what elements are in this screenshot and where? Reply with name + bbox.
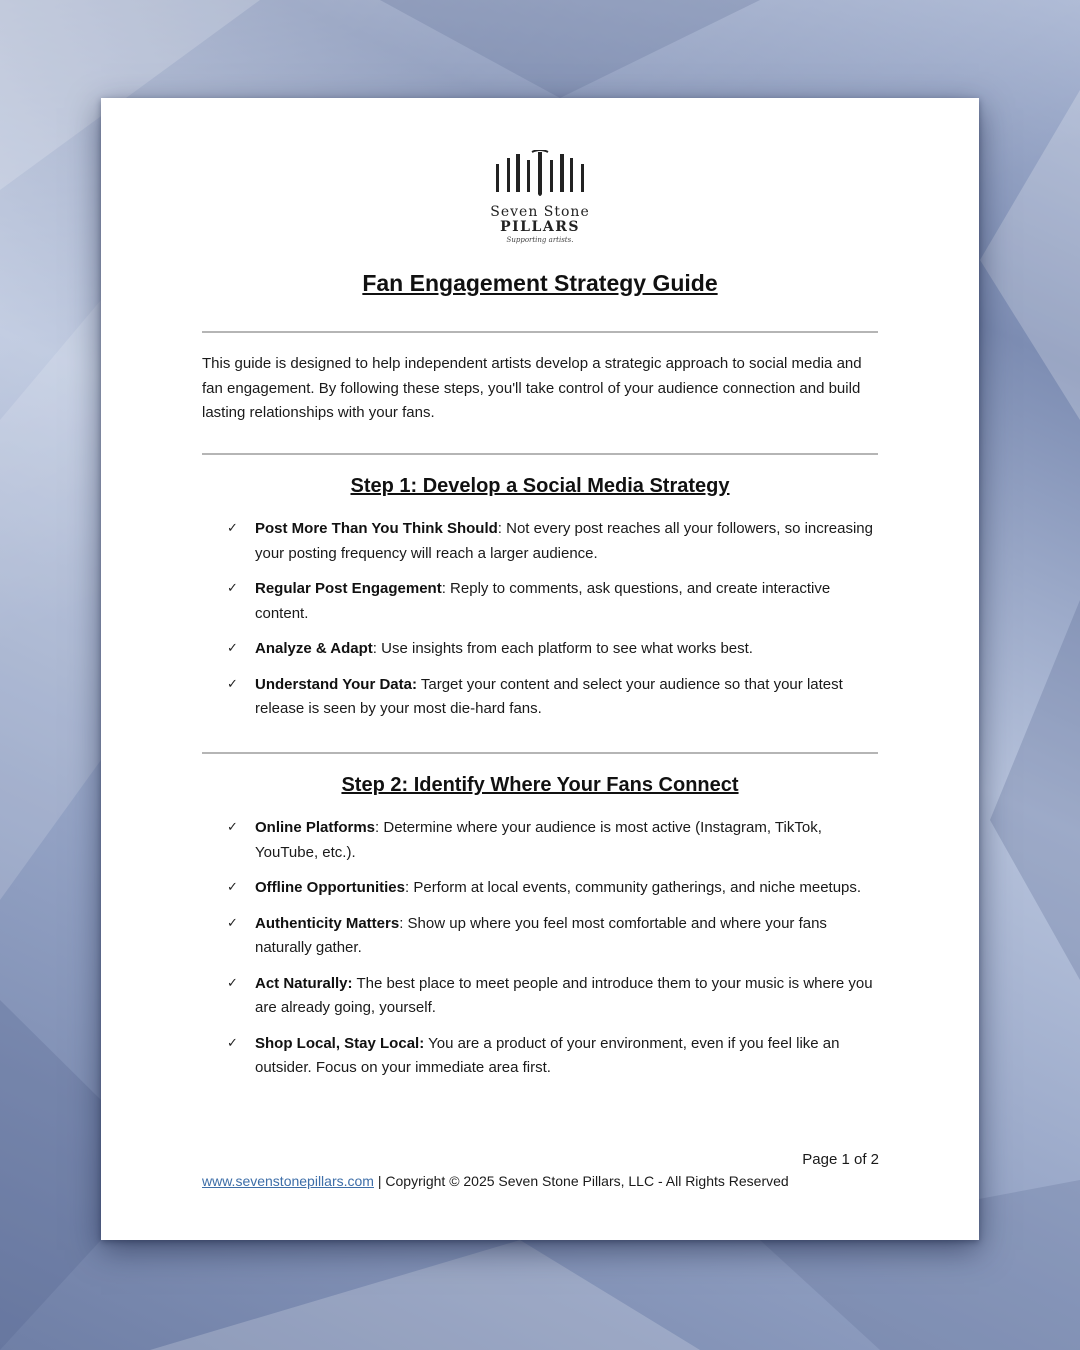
- divider: [202, 331, 878, 333]
- list-item: [227, 1032, 877, 1081]
- item-label: Act Naturally:: [255, 974, 353, 992]
- divider: [202, 453, 878, 455]
- list-item: [227, 972, 877, 1021]
- list-item: ✓ Regular Post Engagement: Reply to comments, ask questions, and create interactive content.: [227, 577, 877, 626]
- checkmark-icon: ✓: [227, 975, 238, 991]
- item-label: Regular Post Engagement: [255, 580, 442, 597]
- document-page: [101, 98, 979, 1240]
- list-item: ✓ Post More Than You Think Should: Not every post reaches all your followers, so increasing your posting frequency will reach a larger audience.: [227, 517, 877, 566]
- logo-line-1: Seven Stone: [490, 204, 590, 220]
- checkmark-icon: ✓: [227, 641, 238, 656]
- document-title: Fan Engagement Strategy Guide: [362, 270, 718, 296]
- pillars-logo-icon: [492, 150, 588, 200]
- checkmark-icon: ✓: [227, 676, 238, 692]
- step-2-title: Step 2: Identify Where Your Fans Connect: [341, 774, 739, 796]
- item-label: Analyze & Adapt: [255, 640, 373, 657]
- list-item: ✓ Analyze & Adapt: Use insights from each platform to see what works best.: [227, 637, 877, 662]
- item-text: Perform at local events, community gatherings, and niche meetups.: [413, 879, 862, 896]
- item-label: Online Platforms: [255, 819, 376, 836]
- checkmark-icon: ✓: [227, 521, 238, 536]
- page-number: Page 1 of 2: [802, 1151, 879, 1168]
- checkmark-icon: ✓: [227, 915, 238, 931]
- checkmark-icon: ✓: [227, 880, 238, 895]
- list-item: [227, 673, 877, 722]
- divider: [202, 752, 878, 754]
- list-item: ✓ Offline Opportunities: Perform at local events, community gatherings, and niche meetups.: [227, 876, 877, 901]
- footer: [202, 1173, 789, 1189]
- list-item: ✓ Online Platforms: Determine where your audience is most active (Instagram, TikTok, YouTube, etc.).: [227, 816, 877, 865]
- step-1-list: [227, 517, 877, 733]
- item-text: Use insights from each platform to see what works best.: [381, 640, 753, 657]
- item-label: Shop Local, Stay Local:: [255, 1034, 425, 1052]
- logo-line-2: PILLARS: [500, 219, 580, 235]
- step-1-title: Step 1: Develop a Social Media Strategy: [350, 475, 730, 497]
- company-logo: [101, 150, 979, 244]
- item-label: Understand Your Data:: [255, 675, 417, 693]
- item-text: Show up where you feel most comfortable and where your fans naturally gather.: [255, 914, 827, 956]
- website-link[interactable]: www.sevenstonepillars.com: [202, 1173, 374, 1189]
- step-2-list: [227, 816, 877, 1092]
- item-label: Post More Than You Think Should: [255, 520, 498, 537]
- checkmark-icon: ✓: [227, 820, 238, 835]
- item-label: Authenticity Matters: [255, 914, 400, 932]
- item-text: Reply to comments, ask questions, and create interactive content.: [255, 580, 831, 622]
- item-text: Determine where your audience is most active (Instagram, TikTok, YouTube, etc.).: [255, 819, 822, 861]
- item-text: The best place to meet people and introduce them to your music is where you are already going, yourself.: [255, 974, 873, 1016]
- intro-paragraph: This guide is designed to help independent artists develop a strategic approach to social media and fan engagement. By following these steps, you'll take control of your audience connection and build lasting relationships with your fans.: [202, 355, 862, 421]
- item-text: Not every post reaches all your followers, so increasing your posting frequency will reach a larger audience.: [255, 520, 873, 562]
- item-text: You are a product of your environment, even if you feel like an outsider. Focus on your immediate area first.: [255, 1034, 840, 1076]
- logo-tagline: Supporting artists.: [506, 236, 574, 244]
- list-item: ✓ Authenticity Matters: Show up where you feel most comfortable and where your fans naturally gather.: [227, 912, 877, 961]
- copyright-text: | Copyright © 2025 Seven Stone Pillars, LLC - All Rights Reserved: [373, 1173, 789, 1189]
- checkmark-icon: ✓: [227, 1035, 238, 1051]
- item-label: Offline Opportunities: [255, 879, 405, 896]
- checkmark-icon: ✓: [227, 581, 238, 596]
- item-text: Target your content and select your audience so that your latest release is seen by your most die-hard fans.: [255, 675, 843, 717]
